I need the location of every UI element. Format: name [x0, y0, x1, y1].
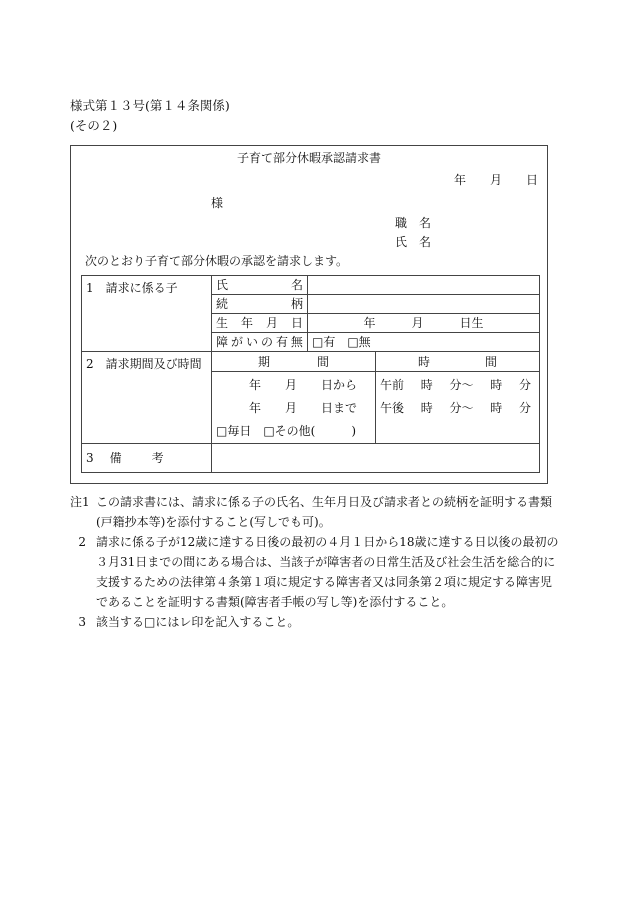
date-year-label: 年 — [454, 173, 467, 187]
form-subtitle: (その２) — [70, 118, 118, 133]
date-day-label: 日 — [526, 173, 539, 187]
time-header: 時 間 — [376, 352, 540, 372]
position-label: 職 名 — [395, 216, 432, 230]
time-am[interactable]: 午前 時 分～ 時 分 — [380, 378, 531, 392]
sec1-heading: 1 請求に係る子 — [82, 276, 212, 352]
period-to[interactable]: 年 月 日まで — [248, 401, 357, 415]
sec2-heading: 2 請求期間及び時間 — [82, 352, 212, 444]
disability-label: 障 が い の 有 無 — [212, 333, 308, 352]
birthdate-field[interactable]: 年 月 日生 — [308, 314, 540, 333]
request-sentence: 次のとおり子育て部分休暇の承認を請求します。 — [85, 254, 349, 268]
date-month-label: 月 — [490, 173, 503, 187]
request-table — [81, 275, 540, 473]
form-number: 様式第１３号(第１４条関係) — [70, 98, 230, 113]
remarks-field[interactable] — [212, 444, 540, 473]
name-label: 氏 名 — [395, 235, 432, 249]
relationship-field[interactable] — [308, 295, 540, 314]
note-3: 3 該当する□にはレ印を記入すること。 — [78, 615, 300, 629]
frequency-checkboxes[interactable]: □毎日 □その他( ) — [216, 424, 357, 438]
disability-checkboxes[interactable]: □有 □無 — [308, 333, 540, 352]
note-1: 注1 この請求書には、請求に係る子の氏名、生年月日及び請求者との続柄を証明する書類(戸籍抄本等)を添付すること(写しでも可)。 — [70, 495, 553, 529]
period-header: 期 間 — [212, 352, 376, 372]
period-cell — [212, 372, 376, 444]
sec3-heading: 3 備 考 — [82, 444, 212, 473]
child-name-field[interactable] — [308, 276, 540, 295]
form-title: 子育て部分休暇承認請求書 — [236, 151, 381, 165]
birthdate-label: 生 年 月 日 — [212, 314, 308, 333]
relationship-label: 続 柄 — [212, 295, 308, 314]
child-name-label: 氏 名 — [212, 276, 308, 295]
time-pm[interactable]: 午後 時 分～ 時 分 — [380, 401, 531, 415]
note-2: 2 請求に係る子が12歳に達する日後の最初の４月１日から18歳に達する日以後の最初の３月31日までの間にある場合は、当該子が障害者の日常生活及び社会生活を総合的に支援するための法律第４条第１項に規定する障害者又は同条第２項に規定する障害児であることを証明する書類(障害者手帳の写し等)を添付すること。 — [78, 535, 559, 609]
addressee-suffix: 様 — [211, 196, 224, 210]
form-header — [70, 96, 230, 136]
time-cell — [376, 372, 540, 444]
form-box — [70, 145, 548, 484]
period-from[interactable]: 年 月 日から — [248, 378, 357, 392]
notes — [70, 492, 562, 632]
